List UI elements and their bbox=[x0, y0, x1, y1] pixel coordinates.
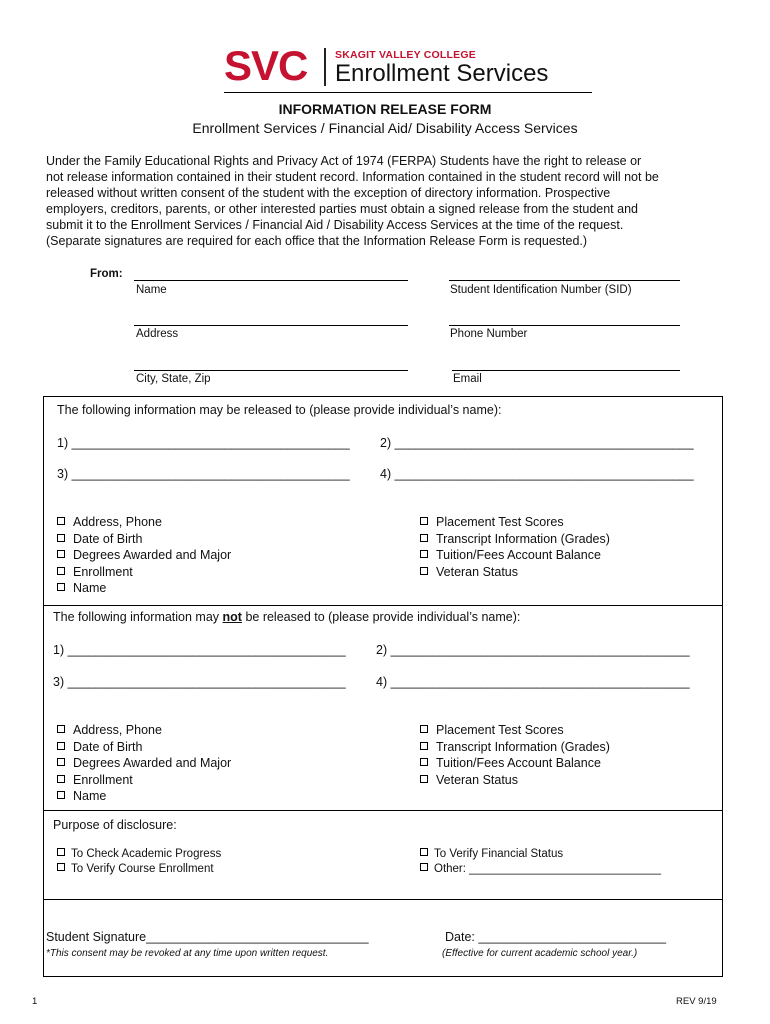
may-recipient-3[interactable]: 3) ________________________________________ bbox=[57, 467, 350, 481]
checkbox-icon[interactable] bbox=[420, 517, 428, 525]
checkbox-label: Date of Birth bbox=[73, 739, 143, 754]
city-label: City, State, Zip bbox=[136, 373, 211, 385]
checkbox-label: Tuition/Fees Account Balance bbox=[436, 548, 601, 562]
page-number: 1 bbox=[32, 996, 38, 1007]
checkbox-label: Name bbox=[73, 581, 107, 595]
header-rule bbox=[224, 92, 592, 93]
checkbox-label: Address, Phone bbox=[73, 515, 162, 529]
intro-line: Under the Family Educational Rights and Privacy Act of 1974 (FERPA) Students have the right to release or bbox=[46, 154, 642, 168]
signature-note: *This consent may be revoked at any time upon written request. bbox=[46, 948, 329, 959]
checkbox-icon[interactable] bbox=[57, 848, 65, 856]
logo-abbrev: SVC bbox=[224, 42, 308, 89]
may-checkbox-list-right bbox=[420, 514, 610, 580]
purpose-checkbox-item[interactable] bbox=[420, 862, 661, 877]
checkbox-icon[interactable] bbox=[57, 725, 65, 733]
email-label: Email bbox=[453, 373, 482, 385]
intro-line: not release information contained in their student record. Information contained in the student record will not be bbox=[46, 170, 659, 184]
may-checkbox-item[interactable] bbox=[420, 547, 610, 564]
checkbox-label: Name bbox=[73, 789, 107, 803]
purpose-heading: Purpose of disclosure: bbox=[53, 818, 177, 832]
purpose-list-right bbox=[420, 847, 661, 877]
intro-paragraph bbox=[46, 153, 659, 249]
not-checkbox-list-left bbox=[57, 722, 231, 805]
may-checkbox-item[interactable] bbox=[57, 547, 231, 564]
checkbox-icon[interactable] bbox=[420, 742, 428, 750]
signature-field[interactable]: Student Signature________________________________ bbox=[46, 930, 369, 944]
checkbox-icon[interactable] bbox=[57, 517, 65, 525]
checkbox-icon[interactable] bbox=[57, 742, 65, 750]
name-field[interactable] bbox=[134, 280, 408, 281]
may-recipient-4[interactable]: 4) ___________________________________________ bbox=[380, 467, 694, 481]
checkbox-label: Enrollment bbox=[73, 564, 133, 579]
name-label: Name bbox=[136, 284, 167, 296]
logo-department: Enrollment Services bbox=[335, 60, 549, 87]
sid-label: Student Identification Number (SID) bbox=[450, 284, 632, 296]
may-checkbox-item[interactable] bbox=[420, 514, 610, 531]
not-checkbox-item[interactable] bbox=[420, 755, 610, 772]
email-field[interactable] bbox=[452, 370, 680, 371]
heading-text: be released to (please provide individual’s name): bbox=[241, 610, 521, 624]
checkbox-icon[interactable] bbox=[420, 758, 428, 766]
may-recipient-2[interactable]: 2) ___________________________________________ bbox=[380, 436, 694, 450]
form-subtitle: Enrollment Services / Financial Aid/ Disability Access Services bbox=[192, 120, 578, 136]
city-field[interactable] bbox=[134, 370, 408, 371]
checkbox-label: Veteran Status bbox=[436, 564, 519, 579]
purpose-checkbox-item[interactable] bbox=[420, 847, 661, 862]
may-checkbox-item[interactable] bbox=[57, 514, 231, 531]
checkbox-label: Transcript Information (Grades) bbox=[436, 531, 610, 546]
date-note: (Effective for current academic school year.) bbox=[442, 948, 638, 959]
checkbox-label: Tuition/Fees Account Balance bbox=[436, 756, 601, 770]
not-checkbox-item[interactable] bbox=[420, 772, 610, 789]
checkbox-icon[interactable] bbox=[57, 791, 65, 799]
not-checkbox-item[interactable] bbox=[420, 739, 610, 756]
may-checkbox-item[interactable] bbox=[57, 564, 231, 581]
not-checkbox-item[interactable] bbox=[57, 755, 231, 772]
checkbox-label: Placement Test Scores bbox=[436, 723, 564, 737]
checkbox-label: Transcript Information (Grades) bbox=[436, 739, 610, 754]
not-recipient-1[interactable]: 1) ________________________________________ bbox=[53, 643, 346, 657]
not-checkbox-item[interactable] bbox=[57, 739, 231, 756]
heading-text: The following information may bbox=[53, 610, 223, 624]
checkbox-icon[interactable] bbox=[57, 758, 65, 766]
logo-college-name: SKAGIT VALLEY COLLEGE bbox=[335, 49, 476, 61]
not-recipient-3[interactable]: 3) ________________________________________ bbox=[53, 675, 346, 689]
logo-divider bbox=[324, 48, 326, 86]
form-title: INFORMATION RELEASE FORM bbox=[278, 101, 492, 117]
checkbox-label: Veteran Status bbox=[436, 772, 519, 787]
purpose-list-left bbox=[57, 847, 221, 877]
checkbox-label: To Verify Financial Status bbox=[434, 848, 564, 860]
checkbox-icon[interactable] bbox=[420, 863, 428, 871]
may-checkbox-list-left bbox=[57, 514, 231, 597]
release-not-heading bbox=[53, 610, 520, 624]
checkbox-label: Enrollment bbox=[73, 772, 133, 787]
checkbox-icon[interactable] bbox=[420, 534, 428, 542]
checkbox-label: Date of Birth bbox=[73, 531, 143, 546]
may-checkbox-item[interactable] bbox=[57, 531, 231, 548]
address-field[interactable] bbox=[134, 325, 408, 326]
checkbox-icon[interactable] bbox=[420, 725, 428, 733]
phone-field[interactable] bbox=[449, 325, 680, 326]
checkbox-icon[interactable] bbox=[57, 550, 65, 558]
checkbox-icon[interactable] bbox=[420, 775, 428, 783]
not-checkbox-item[interactable] bbox=[57, 772, 231, 789]
may-checkbox-item[interactable] bbox=[420, 564, 610, 581]
revision-label: REV 9/19 bbox=[676, 996, 717, 1007]
checkbox-label: To Verify Course Enrollment bbox=[71, 863, 214, 875]
not-recipient-4[interactable]: 4) ___________________________________________ bbox=[376, 675, 690, 689]
checkbox-label: To Check Academic Progress bbox=[71, 848, 222, 860]
from-label: From: bbox=[90, 268, 123, 280]
not-checkbox-list-right bbox=[420, 722, 610, 788]
checkbox-label: Placement Test Scores bbox=[436, 515, 564, 529]
intro-line: (Separate signatures are required for each office that the Information Release Form is requested.) bbox=[46, 234, 588, 248]
not-checkbox-item[interactable] bbox=[420, 722, 610, 739]
may-checkbox-item[interactable] bbox=[420, 531, 610, 548]
checkbox-icon[interactable] bbox=[420, 848, 428, 856]
checkbox-icon[interactable] bbox=[57, 534, 65, 542]
intro-line: employers, creditors, parents, or other interested parties must obtain a signed release from the student and bbox=[46, 202, 638, 216]
purpose-checkbox-item[interactable] bbox=[57, 862, 221, 877]
intro-line: released without written consent of the student with the exception of directory information. Prospective bbox=[46, 186, 611, 200]
checkbox-label: Degrees Awarded and Major bbox=[73, 548, 232, 562]
checkbox-label: Address, Phone bbox=[73, 723, 162, 737]
address-label: Address bbox=[136, 328, 179, 340]
checkbox-icon[interactable] bbox=[57, 567, 65, 575]
checkbox-icon[interactable] bbox=[420, 550, 428, 558]
checkbox-icon[interactable] bbox=[420, 567, 428, 575]
checkbox-icon[interactable] bbox=[57, 583, 65, 591]
checkbox-label: Other: ______________________________ bbox=[434, 863, 662, 875]
checkbox-label: Degrees Awarded and Major bbox=[73, 756, 232, 770]
release-may-heading: The following information may be released to (please provide individual’s name): bbox=[57, 403, 502, 417]
sid-field[interactable] bbox=[449, 280, 680, 281]
not-checkbox-item[interactable] bbox=[57, 722, 231, 739]
not-checkbox-item[interactable] bbox=[57, 788, 231, 805]
checkbox-icon[interactable] bbox=[57, 863, 65, 871]
may-checkbox-item[interactable] bbox=[57, 580, 231, 597]
checkbox-icon[interactable] bbox=[57, 775, 65, 783]
date-field[interactable]: Date: ___________________________ bbox=[445, 930, 667, 944]
may-recipient-1[interactable]: 1) ________________________________________ bbox=[57, 436, 350, 450]
intro-line: submit it to the Enrollment Services / Financial Aid / Disability Access Services at the time of the request. bbox=[46, 218, 624, 232]
heading-emphasis: not bbox=[222, 610, 242, 624]
purpose-checkbox-item[interactable] bbox=[57, 847, 221, 862]
phone-label: Phone Number bbox=[450, 328, 528, 340]
not-recipient-2[interactable]: 2) ___________________________________________ bbox=[376, 643, 690, 657]
